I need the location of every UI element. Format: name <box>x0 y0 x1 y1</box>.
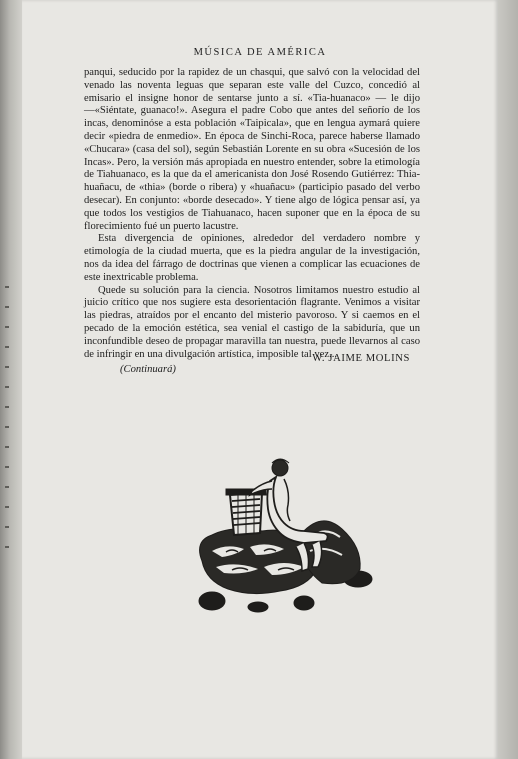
gutter-mark <box>5 426 9 428</box>
book-page <box>22 0 498 759</box>
gutter-mark <box>5 286 9 288</box>
page-edge <box>498 0 518 759</box>
gutter-mark <box>5 486 9 488</box>
gutter-mark <box>5 546 9 548</box>
gutter-mark <box>5 366 9 368</box>
gutter-mark <box>5 466 9 468</box>
seated-figure-vignette <box>192 451 378 623</box>
article-text <box>84 67 420 361</box>
gutter-mark <box>5 386 9 388</box>
gutter-mark <box>5 526 9 528</box>
gutter-mark <box>5 326 9 328</box>
book-gutter <box>0 0 22 759</box>
gutter-mark <box>5 406 9 408</box>
author-signature: W. JAIME MOLINS <box>312 353 410 364</box>
gutter-mark <box>5 446 9 448</box>
gutter-mark <box>5 506 9 508</box>
running-head: MÚSICA DE AMÉRICA <box>193 47 327 58</box>
paragraph: Quede su solución para la ciencia. Nosotros limitamos nuestro estudio al juicio crítico que nos sugiere esta desorientación flagrante. Venimos a visitar las piedras, atraídos por el encanto del misterio pavoroso. Y si caemos en el pecado de la emoción estética, sea venial el castigo de la sabiduría, que un inconfundible deseo de propagar maravilla tan nuestra, puede llevarnos al caso de infringir en una divulgación artística, imposible tal vez... <box>84 284 420 360</box>
continued-note: (Continuará) <box>120 364 176 375</box>
gutter-mark <box>5 306 9 308</box>
paragraph: panqui, seducido por la rapidez de un chasqui, que salvó con la velocidad del venado las noventa leguas que separan este valle del Cuzco, concedió al emisario el insigne honor de sentarse junto a sí. «Tia-huanaco» — le dijo —«Siéntate, guanaco!». Asegura el padre Cobo que antes del señorío de los incas, denominóse a esta población «Taipicala», que en lengua aymará quiere decir «piedra de enmedio». En época de Sinchi-Roca, parece haberse llamado «Chucara» (casa del sol), según Sebastián Lorente en su obra «Sucesión de los Incas». Pero, la versión más apropiada en nuestro entender, sobre la etimología de Tiahuanaco, es la que da el americanista don José Rosendo Gutiérrez: Thia-huañacu, de «thia» (borde o ribera) y «huañacu» (participio pasado del verbo desecar). En conjunto: «borde desecado». Y tiene algo de lógica pensar así, ya que todos los vestigios de Tiahuanaco, hacen suponer que en la época de su florecimiento fué un puerto lacustre. <box>84 67 420 232</box>
gutter-mark <box>5 346 9 348</box>
paragraph: Esta divergencia de opiniones, alrededor del verdadero nombre y etimología de la ciudad muerta, que es la piedra angular de la investigación, nos da idea del fárrago de doctrinas que vienen a complicar las ecuaciones de este inextricable problema. <box>84 233 420 283</box>
